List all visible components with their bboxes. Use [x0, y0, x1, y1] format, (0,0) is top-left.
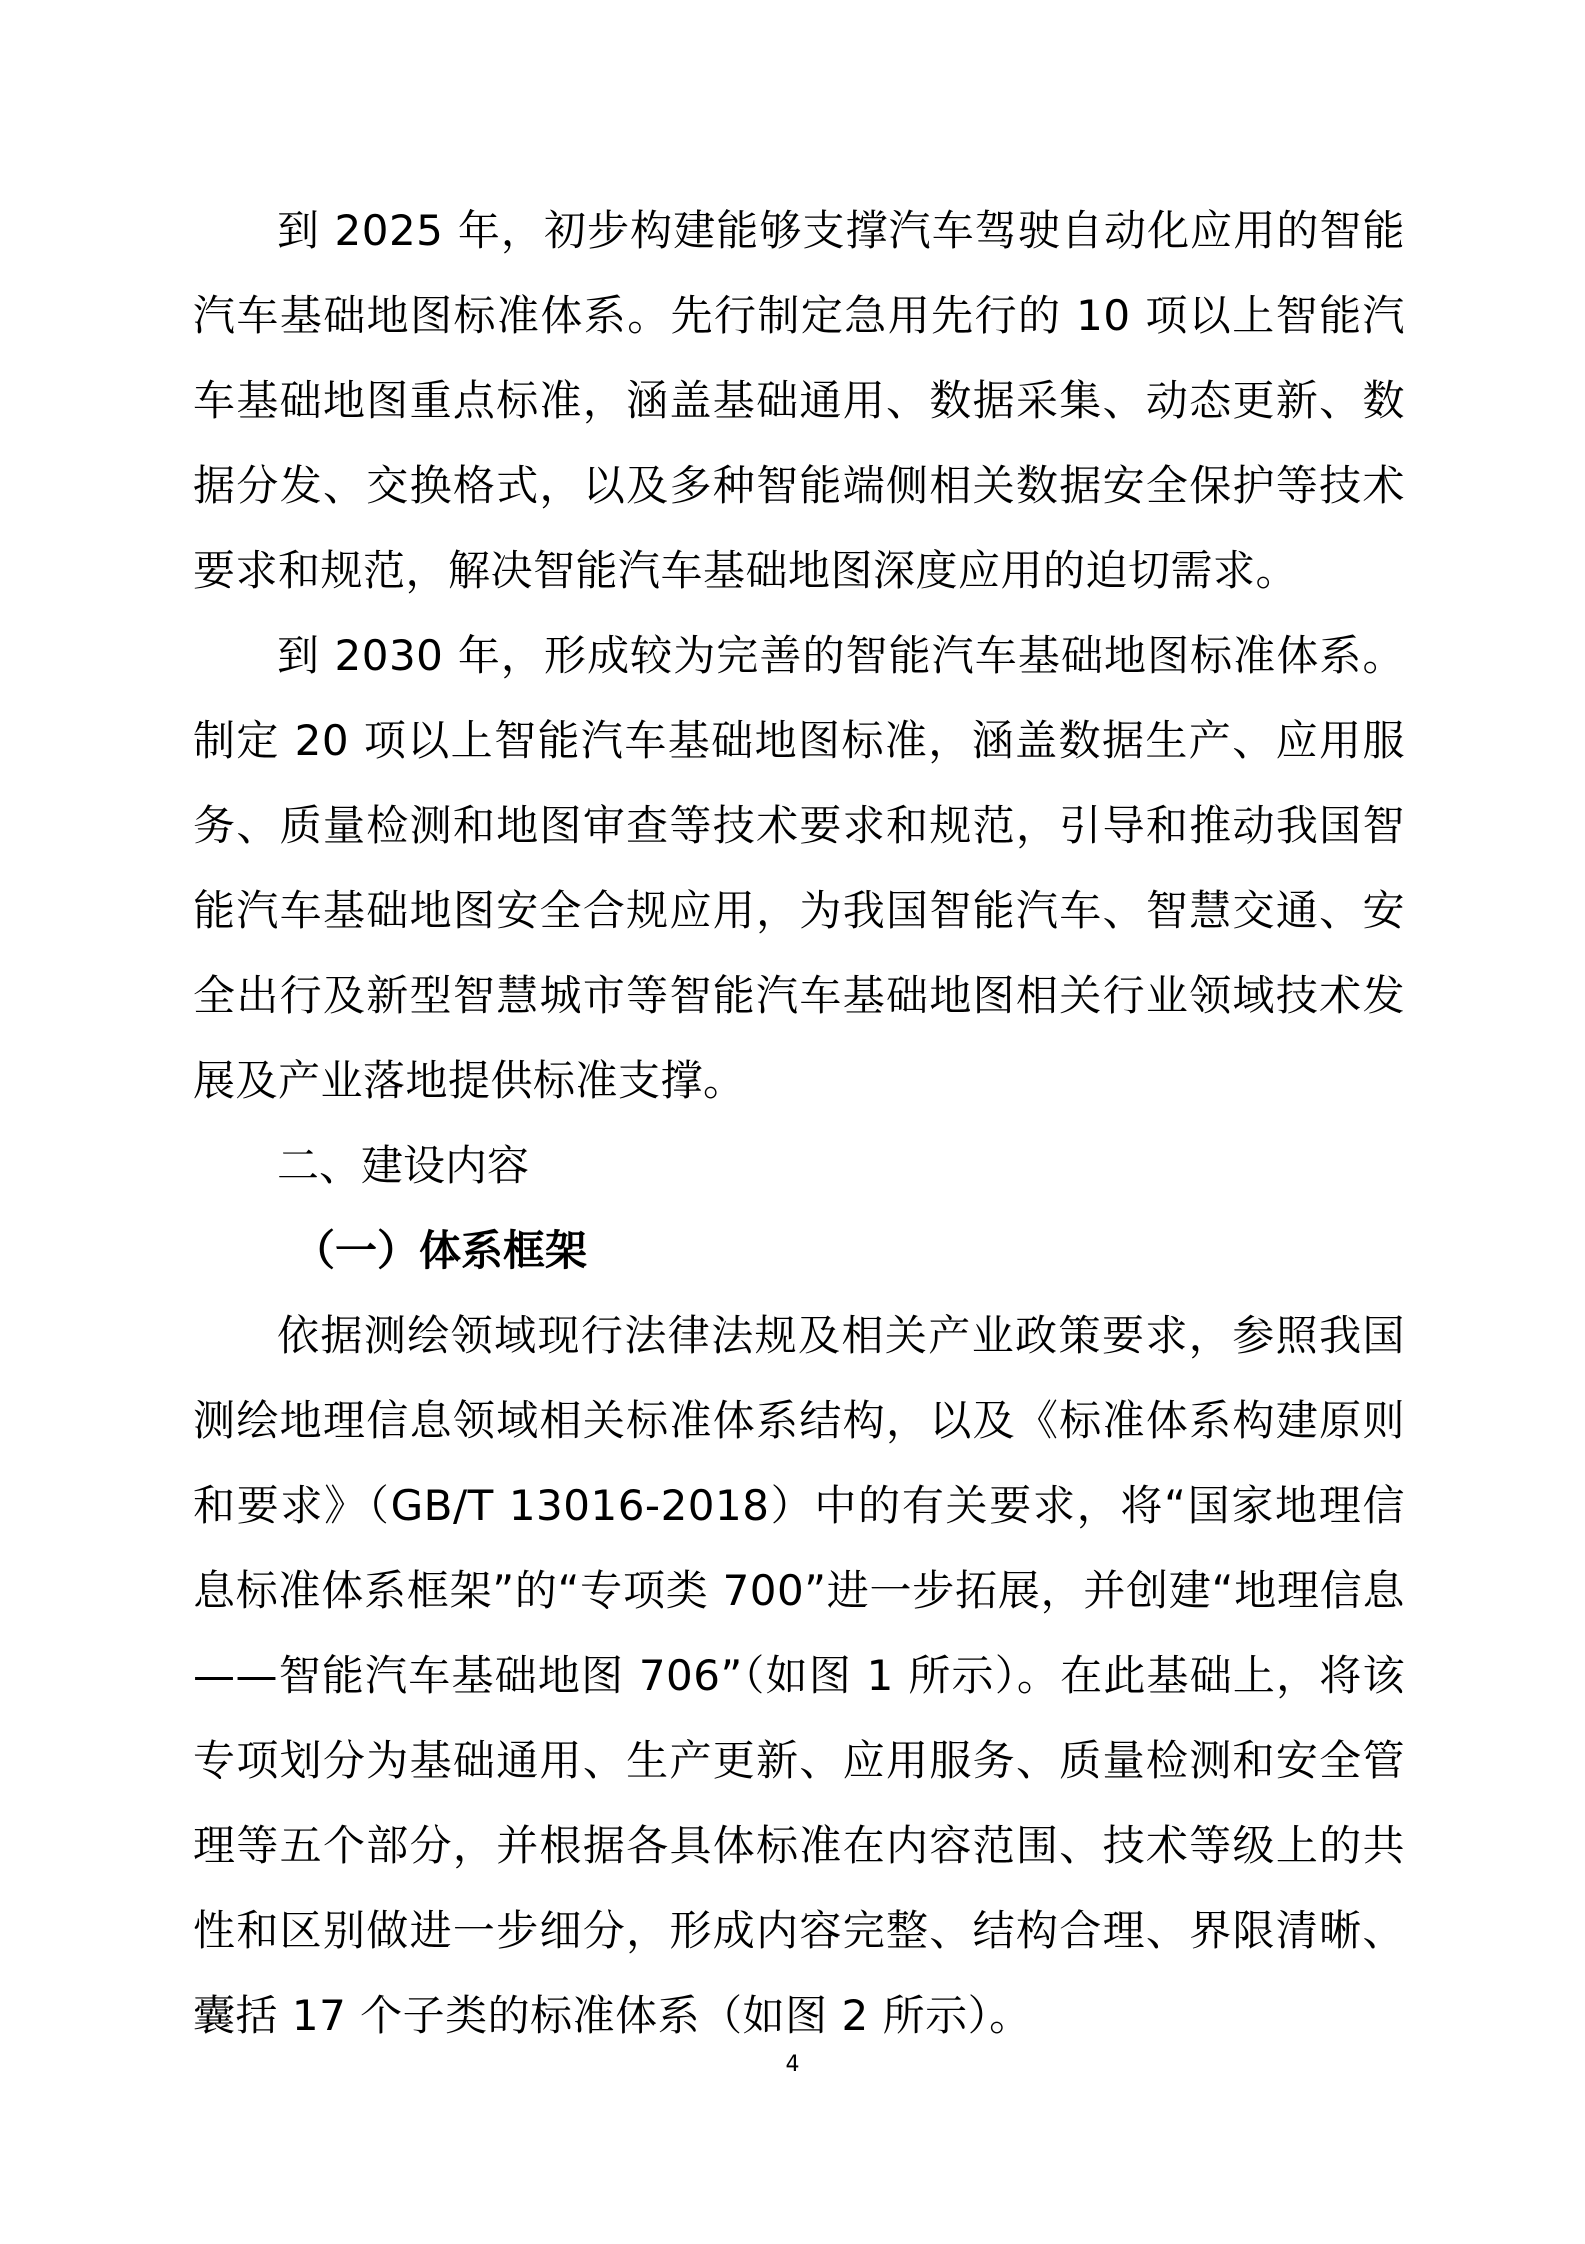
document-body [193, 188, 1405, 2058]
page-number: 4 [785, 2052, 800, 2077]
paragraph-2025-goals: 到 2025 年，初步构建能够支撑汽车驾驶自动化应用的智能汽车基础地图标准体系。先行制定急用先行的 10 项以上智能汽车基础地图重点标准，涵盖基础通用、数据采集、动态更新、数据分发、交换格式，以及多种智能端侧相关数据安全保护等技术要求和规范，解决智能汽车基础地图深度应用的迫切需求。 [193, 206, 1405, 595]
paragraph-framework: 依据测绘领域现行法律法规及相关产业政策要求，参照我国测绘地理信息领域相关标准体系结构，以及《标准体系构建原则和要求》（GB/T 13016-2018）中的有关要求，将“国家地理信息标准体系框架”的“专项类 700”进一步拓展，并创建“地理信息——智能汽车基础地图 706”（如图 1 所示）。在此基础上，将该专项划分为基础通用、生产更新、应用服务、质量检测和安全管理等五个部分，并根据各具体标准在内容范围、技术等级上的共性和区别做进一步细分，形成内容完整、结构合理、界限清晰、囊括 17 个子类的标准体系（如图 2 所示）。 [193, 1311, 1405, 2040]
section-heading: 二、建设内容 [277, 1141, 530, 1190]
paragraph-2030-goals: 到 2030 年，形成较为完善的智能汽车基础地图标准体系。制定 20 项以上智能汽车基础地图标准，涵盖数据生产、应用服务、质量检测和地图审查等技术要求和规范，引导和推动我国智能汽车基础地图安全合规应用，为我国智能汽车、智慧交通、安全出行及新型智慧城市等智能汽车基础地图相关行业领域技术发展及产业落地提供标准支撑。 [193, 631, 1405, 1105]
subsection-heading: （一）体系框架 [293, 1226, 588, 1275]
